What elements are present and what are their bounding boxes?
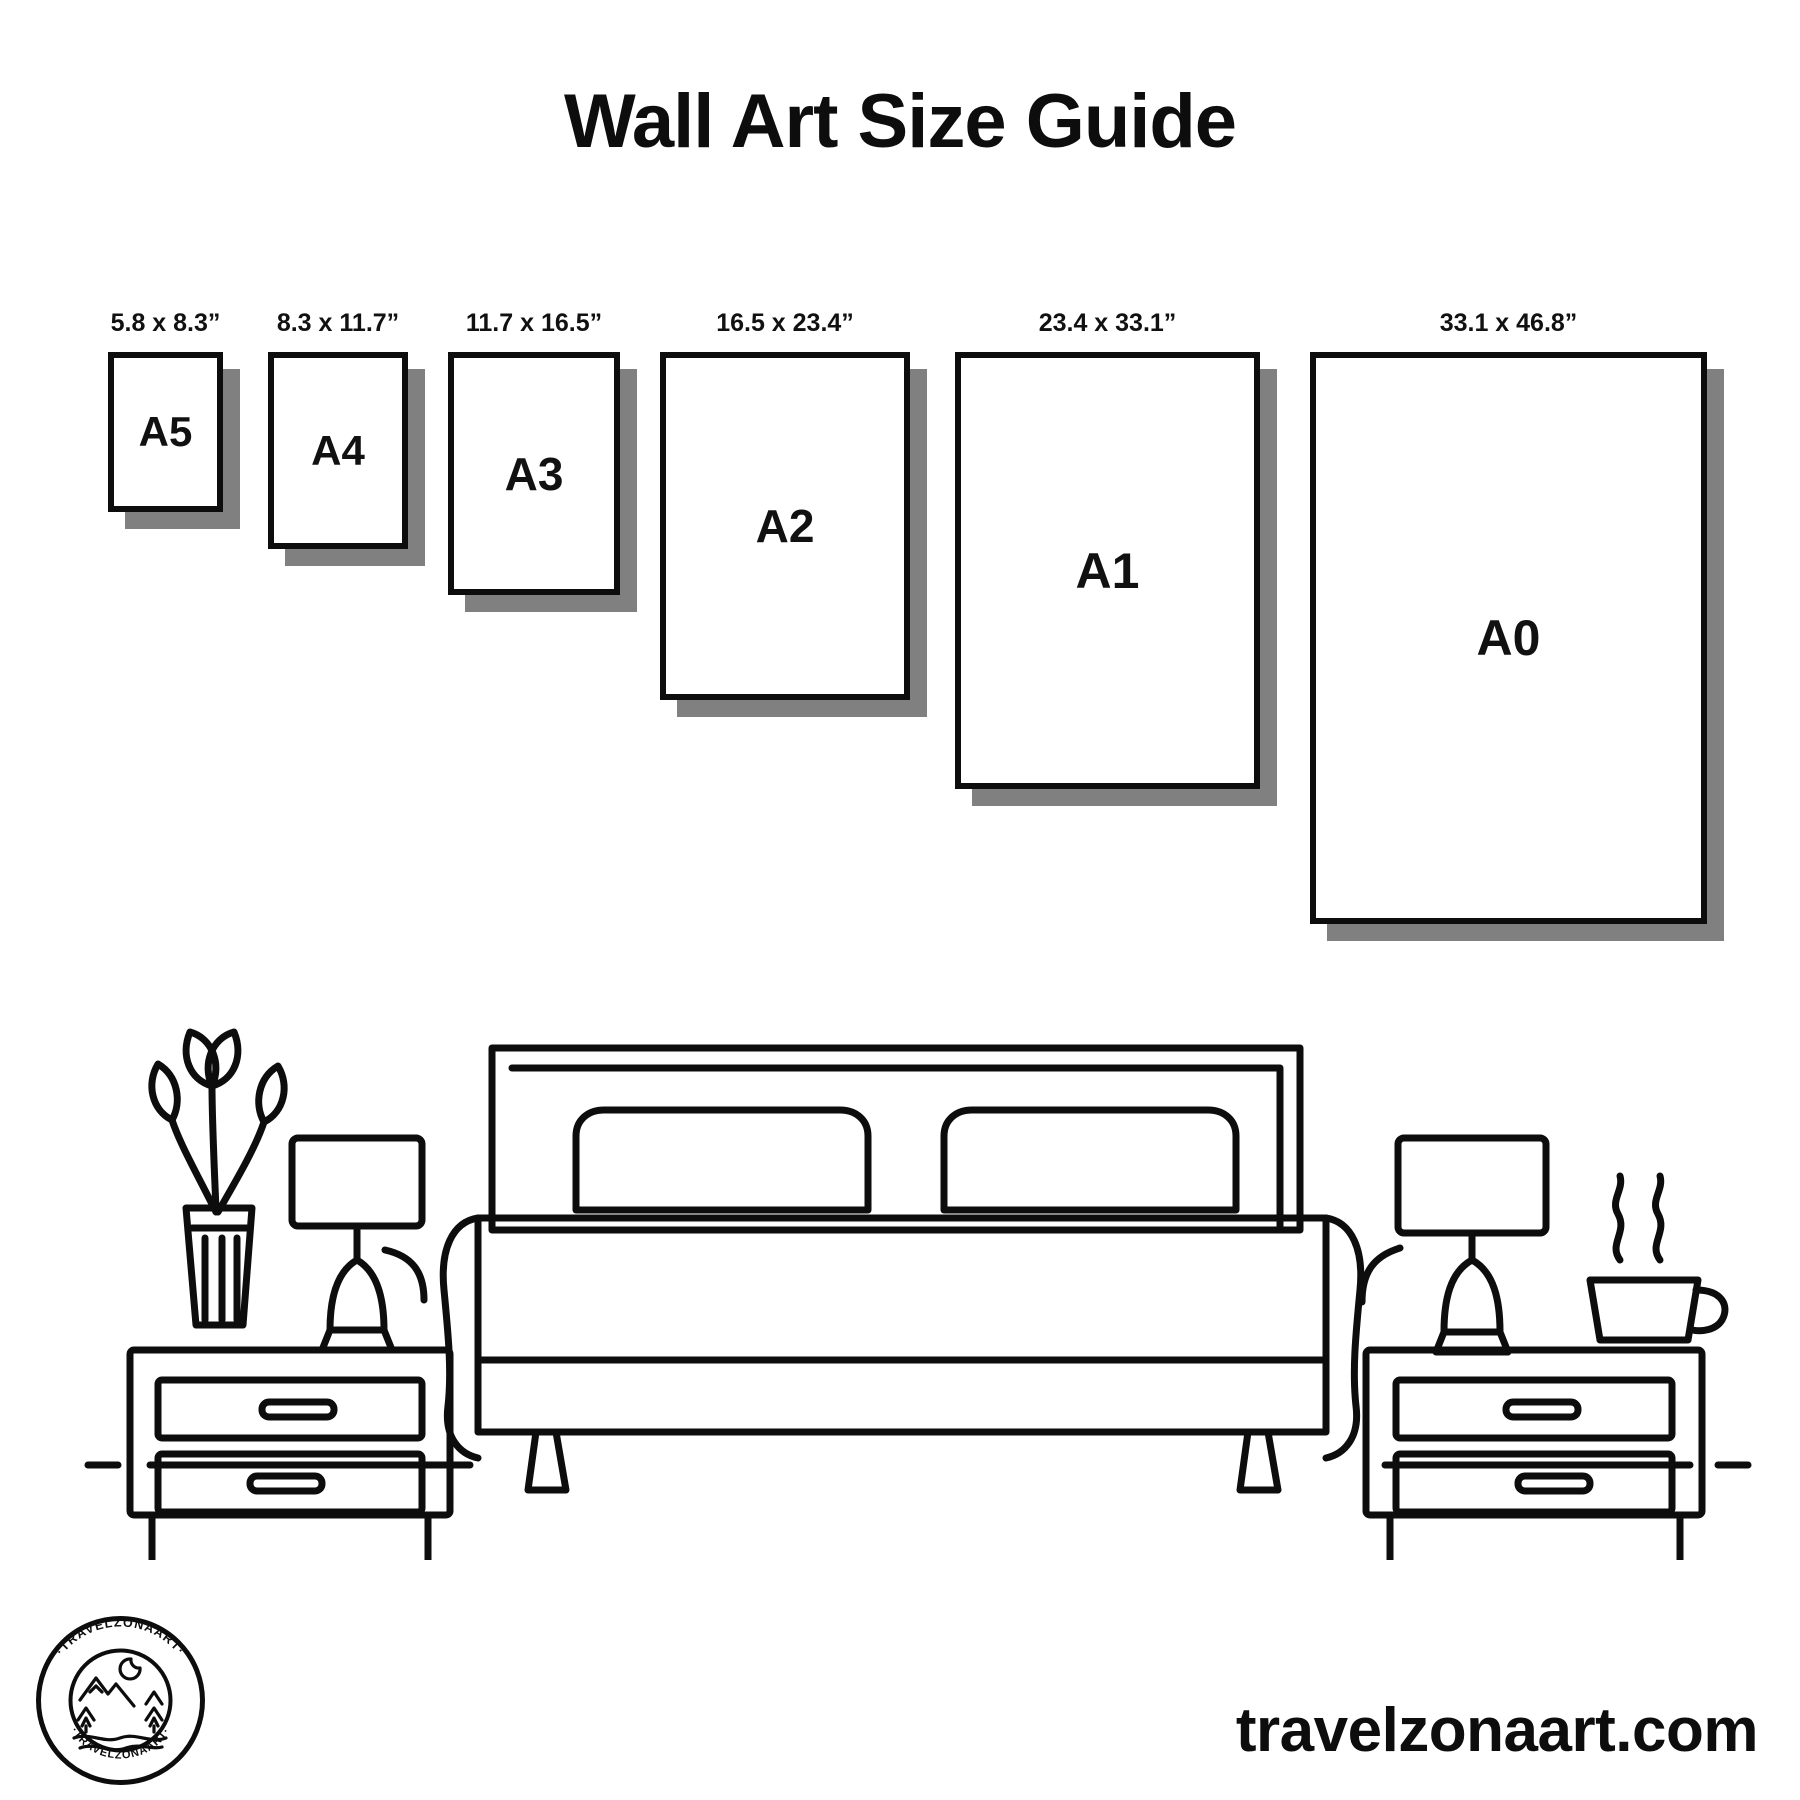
logo-text-outer: ·TRAVELZONAART·: [52, 1615, 189, 1658]
logo-emblem: [74, 1659, 166, 1750]
frame-box: [448, 352, 620, 595]
frame-box: [268, 352, 408, 549]
bed: [443, 1048, 1361, 1490]
frame-code-a1: A1: [1075, 542, 1140, 599]
frame-box: [1310, 352, 1707, 924]
size-label-a5: 5.8 x 8.3”: [110, 309, 221, 337]
page-title: Wall Art Size Guide: [563, 79, 1237, 164]
size-frame-a0: [1310, 309, 1707, 924]
size-label-a2: 16.5 x 23.4”: [716, 309, 854, 337]
size-label-a1: 23.4 x 33.1”: [1038, 309, 1177, 337]
frame-box: [108, 352, 223, 512]
frame-box: [660, 352, 910, 700]
logo-text-inner: ·TRAVELZONAART·: [68, 1725, 173, 1762]
size-frame-a5: [108, 309, 223, 512]
size-frame-a2: [660, 309, 910, 700]
size-label-a4: 8.3 x 11.7”: [276, 309, 400, 337]
frame-code-a3: A3: [504, 447, 564, 500]
coffee-cup: [1590, 1176, 1725, 1340]
size-frame-a4: [268, 309, 408, 549]
size-label-a3: 11.7 x 16.5”: [465, 309, 603, 337]
nightstand-right: [1366, 1350, 1702, 1560]
frame-code-a0: A0: [1476, 610, 1541, 666]
frame-code-a4: A4: [311, 426, 365, 474]
frame-box: [955, 352, 1260, 789]
table-lamp-left: [292, 1138, 424, 1350]
plant-vase: [152, 1032, 284, 1325]
frame-code-a2: A2: [755, 500, 815, 552]
size-frame-a1: [955, 309, 1260, 789]
size-frame-a3: [448, 309, 620, 595]
site-url[interactable]: travelzonaart.com: [1235, 1696, 1758, 1765]
size-label-a0: 33.1 x 46.8”: [1439, 309, 1578, 337]
size-chart: [0, 290, 1800, 1010]
nightstand-left: [130, 1350, 450, 1560]
brand-logo[interactable]: [28, 1608, 213, 1793]
bedroom-illustration: [0, 960, 1800, 1560]
table-lamp-right: [1362, 1138, 1546, 1352]
frame-code-a5: A5: [138, 408, 193, 455]
